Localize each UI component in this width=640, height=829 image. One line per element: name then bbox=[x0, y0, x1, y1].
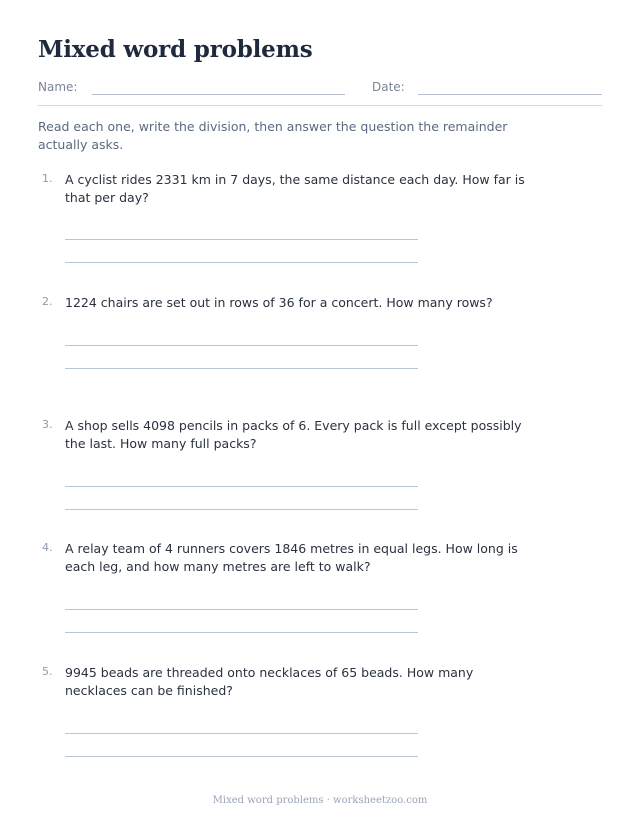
problem-number: 3. bbox=[42, 418, 53, 431]
answer-line[interactable] bbox=[65, 756, 418, 757]
instructions: Read each one, write the division, then answer the question the remainder actually asks. bbox=[38, 119, 508, 152]
problem-text: A cyclist rides 2331 km in 7 days, the same distance each day. How far is that per day? bbox=[65, 172, 525, 205]
problem-number: 4. bbox=[42, 541, 53, 554]
header-divider bbox=[38, 105, 602, 106]
problem-text: A shop sells 4098 pencils in packs of 6. Every pack is full except possibly the last. How many full packs? bbox=[65, 418, 522, 451]
name-label: Name: bbox=[38, 80, 78, 94]
name-date-row bbox=[38, 80, 602, 96]
problem-number: 2. bbox=[42, 295, 53, 308]
problem-number: 1. bbox=[42, 172, 53, 185]
answer-line[interactable] bbox=[65, 368, 418, 369]
footer: Mixed word problems · worksheetzoo.com bbox=[212, 795, 428, 806]
answer-line[interactable] bbox=[65, 486, 418, 487]
date-label: Date: bbox=[372, 80, 405, 94]
page-title: Mixed word problems bbox=[38, 36, 313, 63]
problem-number: 5. bbox=[42, 665, 53, 678]
answer-line[interactable] bbox=[65, 509, 418, 510]
name-write-line[interactable] bbox=[92, 94, 345, 95]
problem-text: A relay team of 4 runners covers 1846 metres in equal legs. How long is each leg, and how many metres are left to walk? bbox=[65, 541, 518, 574]
answer-line[interactable] bbox=[65, 239, 418, 240]
answer-line[interactable] bbox=[65, 632, 418, 633]
answer-line[interactable] bbox=[65, 262, 418, 263]
answer-line[interactable] bbox=[65, 609, 418, 610]
problem-text: 1224 chairs are set out in rows of 36 for a concert. How many rows? bbox=[65, 295, 493, 310]
answer-line[interactable] bbox=[65, 733, 418, 734]
answer-line[interactable] bbox=[65, 345, 418, 346]
problem-text: 9945 beads are threaded onto necklaces of 65 beads. How many necklaces can be finished? bbox=[65, 665, 474, 698]
date-write-line[interactable] bbox=[418, 94, 602, 95]
